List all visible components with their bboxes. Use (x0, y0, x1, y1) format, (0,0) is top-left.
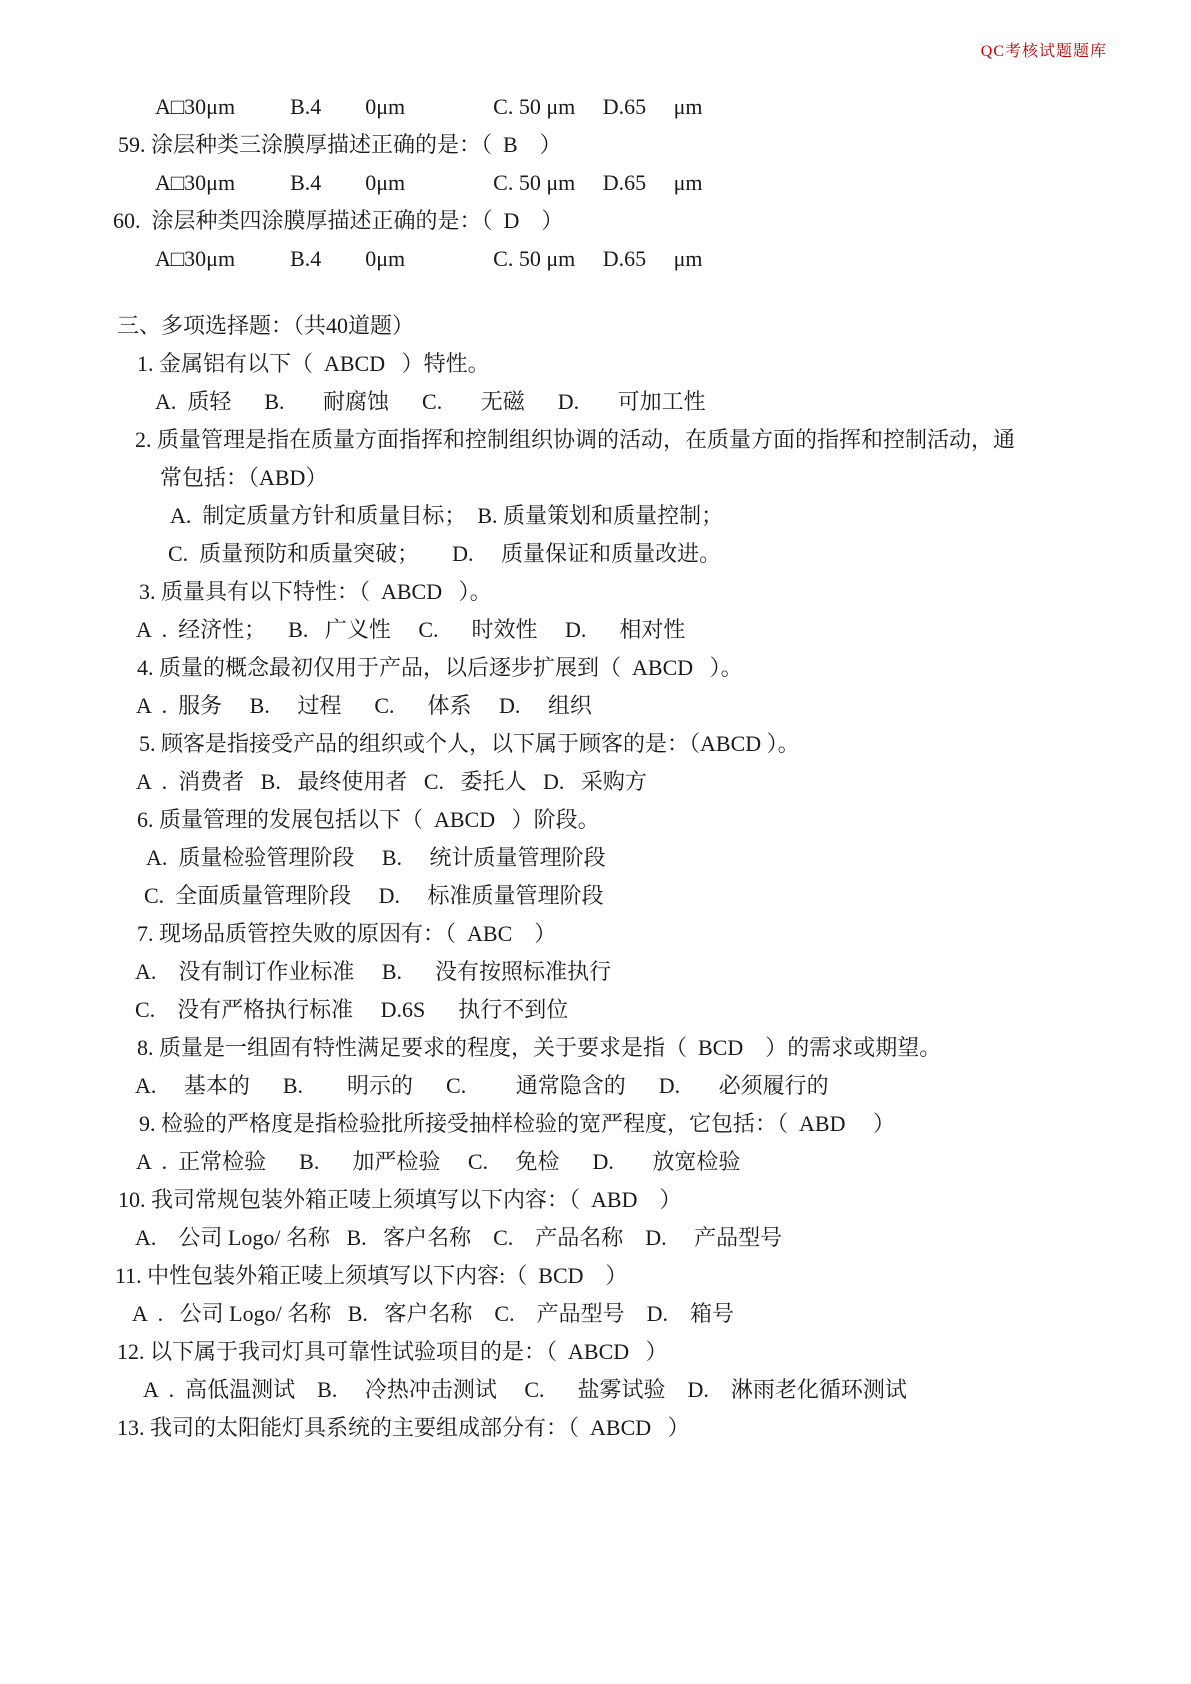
document-line: 8. 质量是一组固有特性满足要求的程度，关于要求是指（ BCD ）的需求或期望。 (137, 1035, 942, 1060)
document-line: 12. 以下属于我司灯具可靠性试验项目的是：（ ABCD ） (117, 1339, 668, 1364)
document-line: A. 制定质量方针和质量目标； B. 质量策划和质量控制； (170, 503, 724, 528)
document-line: 11. 中性包装外箱正唛上须填写以下内容:（ BCD ） (115, 1263, 628, 1288)
page-header (981, 38, 1107, 61)
document-line: C. 全面质量管理阶段 D. 标准质量管理阶段 (144, 883, 604, 908)
document-line: A . 高低温测试 B. 冷热冲击测试 C. 盐雾试验 D. 淋雨老化循环测试 (143, 1377, 907, 1402)
document-line: 5. 顾客是指接受产品的组织或个人，以下属于顾客的是：（ABCD ）。 (139, 731, 800, 756)
document-line: A. 没有制订作业标准 B. 没有按照标准执行 (135, 959, 612, 984)
document-line: A. 公司 Logo/ 名称 B. 客户名称 C. 产品名称 D. 产品型号 (135, 1225, 783, 1250)
document-line: 7. 现场品质管控失败的原因有：（ ABC ） (137, 921, 557, 946)
document-line: 4. 质量的概念最初仅用于产品，以后逐步扩展到（ ABCD ）。 (137, 655, 743, 680)
document-line: 1. 金属铝有以下（ ABCD ）特性。 (137, 351, 490, 376)
document-line: 6. 质量管理的发展包括以下（ ABCD ）阶段。 (137, 807, 600, 832)
document-line: A. 质轻 B. 耐腐蚀 C. 无磁 D. 可加工性 (155, 389, 706, 414)
document-line: A . 经济性； B. 广义性 C. 时效性 D. 相对性 (136, 617, 686, 642)
document-line: C. 质量预防和质量突破； D. 质量保证和质量改进。 (168, 541, 722, 566)
header-watermark-text: QC考核试题题库 (980, 43, 1107, 60)
document-line: 10. 我司常规包装外箱正唛上须填写以下内容：（ ABD ） (118, 1187, 682, 1212)
document-line: 三、多项选择题：（共40道题） (117, 313, 415, 338)
document-line: 3. 质量具有以下特性：（ ABCD ）。 (139, 579, 492, 604)
document-line: 60. 涂层种类四涂膜厚描述正确的是：（ D ） (113, 208, 564, 233)
document-line: A . 消费者 B. 最终使用者 C. 委托人 D. 采购方 (136, 769, 647, 794)
document-line: A . 服务 B. 过程 C. 体系 D. 组织 (136, 693, 592, 718)
document-line: A. 基本的 B. 明示的 C. 通常隐含的 D. 必须履行的 (135, 1073, 829, 1098)
document-line: A□30μm B.4 0μm C. 50 μm D.65 μm (155, 170, 703, 195)
document-line: A . 公司 Logo/ 名称 B. 客户名称 C. 产品型号 D. 箱号 (132, 1301, 734, 1326)
document-line: A□30μm B.4 0μm C. 50 μm D.65 μm (155, 246, 703, 271)
document-line: A . 正常检验 B. 加严检验 C. 免检 D. 放宽检验 (136, 1149, 741, 1174)
document-line: 9. 检验的严格度是指检验批所接受抽样检验的宽严程度，它包括：（ ABD ） (139, 1111, 895, 1136)
document-line: A. 质量检验管理阶段 B. 统计质量管理阶段 (146, 845, 606, 870)
document-line: 常包括：（ABD） (160, 465, 328, 490)
document-line: A□30μm B.4 0μm C. 50 μm D.65 μm (155, 94, 703, 119)
document-line: 2. 质量管理是指在质量方面指挥和控制组织协调的活动，在质量方面的指挥和控制活动，通 (135, 427, 1016, 452)
document-line: 59. 涂层种类三涂膜厚描述正确的是：（ B ） (118, 132, 562, 157)
document-line: C. 没有严格执行标准 D.6S 执行不到位 (135, 997, 569, 1022)
document-content (0, 88, 1191, 1447)
document-line: 13. 我司的太阳能灯具系统的主要组成部分有：（ ABCD ） (117, 1415, 690, 1440)
